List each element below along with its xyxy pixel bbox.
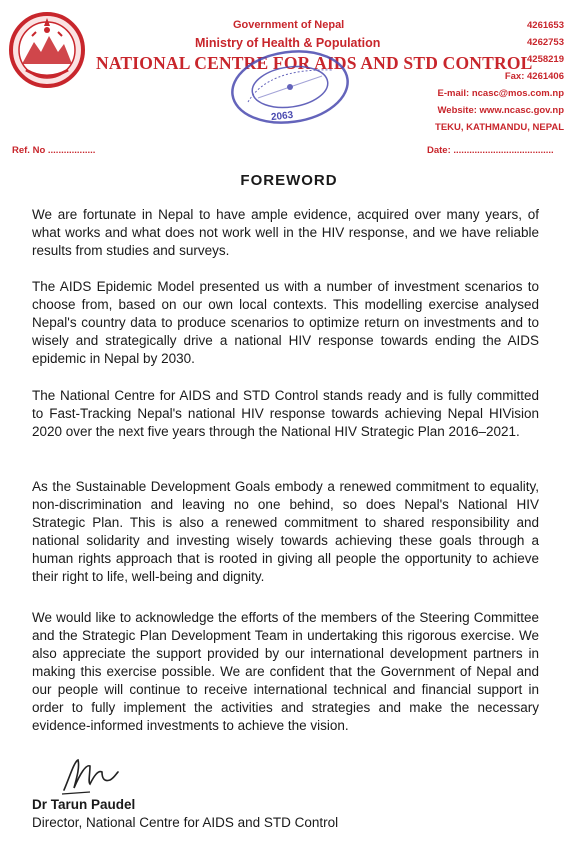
- fax-number: Fax: 4261406: [504, 71, 564, 82]
- signer-title: Director, National Centre for AIDS and STD Control: [32, 815, 339, 830]
- date-field: Date: ......................................: [427, 145, 554, 156]
- foreword-paragraph: We are fortunate in Nepal to have ample evidence, acquired over many years, of what works and what does not work well in the HIV response, and we have reliable results from studies and surveys.: [32, 207, 539, 258]
- phone-number: 4258219: [527, 54, 564, 65]
- stamp-year: 2063: [270, 109, 294, 124]
- government-name: Government of Nepal: [233, 19, 345, 31]
- ministry-name: Ministry of Health & Population: [195, 36, 381, 50]
- nepal-emblem-logo: [8, 8, 86, 92]
- reference-number-field: Ref. No ..................: [12, 145, 96, 156]
- website-address: Website: www.ncasc.gov.np: [437, 105, 564, 116]
- phone-number: 4262753: [527, 37, 564, 48]
- phone-number: 4261653: [527, 20, 564, 31]
- letterhead: [0, 0, 578, 160]
- centre-name: NATIONAL CENTRE FOR AIDS AND STD CONTROL: [96, 53, 533, 73]
- foreword-paragraph: The National Centre for AIDS and STD Control stands ready and is fully committed to Fast-Tracking Nepal's national HIV response towards achieving Nepal HIVision 2020 over the next five years through the National HIV Strategic Plan 2016–2021.: [32, 388, 539, 439]
- foreword-paragraph: The AIDS Epidemic Model presented us with a number of investment scenarios to choose from, based on our own local contexts. This modelling exercise analysed Nepal's country data to produce scenarios to optimize return on investments and to wisely and strategically drive a national HIV response towards ending the AIDS epidemic in Nepal by 2030.: [32, 279, 539, 366]
- signer-name: Dr Tarun Paudel: [32, 797, 136, 812]
- foreword-paragraph: We would like to acknowledge the efforts of the members of the Steering Committee and the Strategic Plan Development Team in undertaking this rigorous exercise. We also appreciate the support provided by our international development partners in making this exercise possible. We are confident that the Government of Nepal and our people will continue to receive international technical and financial support in order to fully implement the activities and strategies and make the necessary evidence-informed investments to achieve the vision.: [32, 610, 539, 733]
- foreword-paragraph: As the Sustainable Development Goals embody a renewed commitment to equality, non-discrimination and leaving no one behind, so does Nepal's National HIV Strategic Plan. This is also a renewed commitment to shared responsibility and national solidarity and investing wisely towards achieving these goals through a human rights approach that is rooted in giving all people the opportunity to achieve their right to life, well-being and dignity.: [32, 479, 539, 584]
- document-title: FOREWORD: [240, 172, 338, 189]
- handwritten-signature: [60, 754, 120, 796]
- contact-block: [435, 17, 564, 136]
- email-address: E-mail: ncasc@mos.com.np: [437, 88, 564, 99]
- postal-address: TEKU, KATHMANDU, NEPAL: [435, 122, 564, 133]
